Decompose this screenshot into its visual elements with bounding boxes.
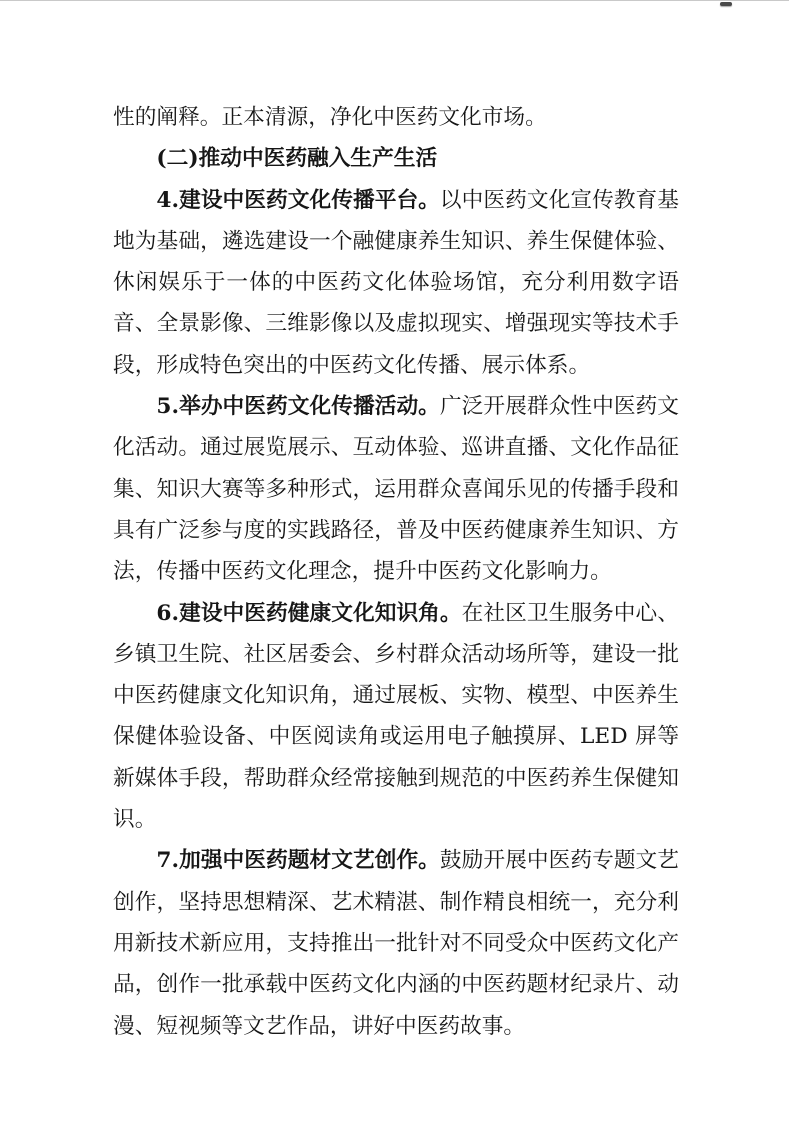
paragraph-text: 在社区卫生服务中心、乡镇卫生院、社区居委会、乡村群众活动场所等，建设一批中医药健康文化知识角，通过展板、实物、模型、中医养生保健体验设备、中医阅读角或运用电子触摸屏、LED 屏等新媒体手段，帮助群众经常接触到规范的中医药养生保健知识。	[113, 600, 679, 833]
paragraph-item-7	[113, 840, 679, 1046]
paragraph-lead: 7.加强中医药题材文艺创作。	[156, 848, 440, 874]
document-text-block	[113, 97, 679, 1047]
paragraph-text: 鼓励开展中医药专题文艺创作，坚持思想精深、艺术精湛、制作精良相统一，充分利用新技术新应用，支持推出一批针对不同受众中医药文化产品，创作一批承载中医药文化内涵的中医药题材纪录片、动漫、短视频等文艺作品，讲好中医药故事。	[113, 848, 679, 1039]
paragraph-continuation	[113, 97, 679, 138]
paragraph-item-6	[113, 593, 679, 841]
scan-smudge-artifact	[720, 2, 732, 6]
scan-edge-line	[0, 0, 789, 1]
paragraph-text: 性的阐释。正本清源，净化中医药文化市场。	[113, 105, 547, 130]
paragraph-text: 广泛开展群众性中医药文化活动。通过展览展示、互动体验、巡讲直播、文化作品征集、知识大赛等多种形式，运用群众喜闻乐见的传播手段和具有广泛参与度的实践路径，普及中医药健康养生知识、方法，传播中医药文化理念，提升中医药文化影响力。	[113, 394, 679, 585]
paragraph-lead: 6.建设中医药健康文化知识角。	[156, 600, 462, 626]
paragraph-item-5	[113, 386, 679, 592]
paragraph-lead: 4.建设中医药文化传播平台。	[156, 187, 440, 213]
section-heading-label: (二)推动中医药融入生产生活	[156, 146, 438, 172]
paragraph-item-4	[113, 180, 679, 386]
section-heading	[113, 138, 679, 179]
paragraph-lead: 5.举办中医药文化传播活动。	[156, 394, 440, 420]
paragraph-text: 以中医药文化宣传教育基地为基础，遴选建设一个融健康养生知识、养生保健体验、休闲娱乐于一体的中医药文化体验场馆，充分利用数字语音、全景影像、三维影像以及虚拟现实、增强现实等技术手段，形成特色突出的中医药文化传播、展示体系。	[113, 187, 679, 378]
